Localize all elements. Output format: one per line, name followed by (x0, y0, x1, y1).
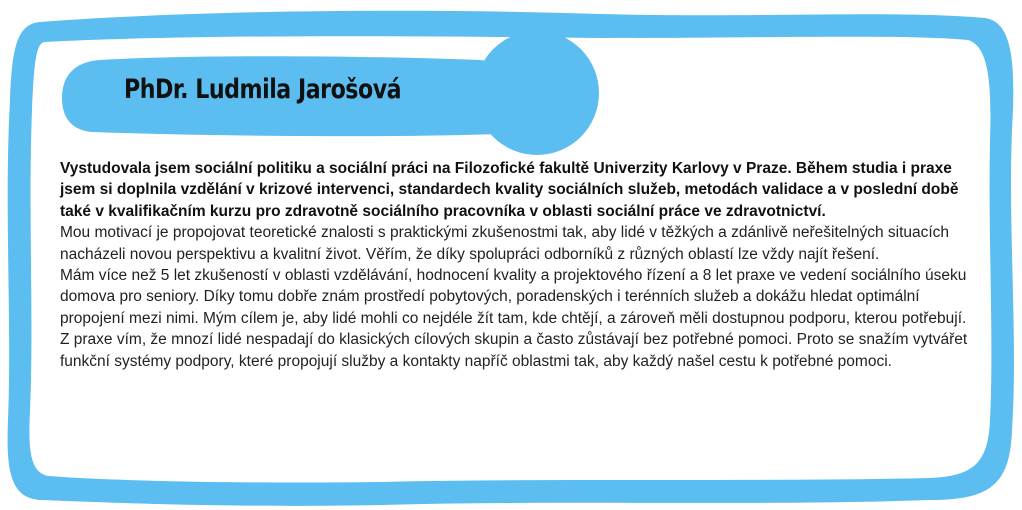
bio-paragraph-motivation: Mou motivací je propojovat teoretické znalosti s praktickými zkušenostmi tak, aby lidé v těžkých a zdánlivě neřešitelných situacích nacházeli novou perspektivu a kvalitní život. Věřím, že díky spolupráci odborníků z různých oblastí lze vždy najít řešení. (60, 224, 950, 263)
person-name: PhDr. Ludmila Jarošová (124, 74, 402, 105)
biography (60, 158, 980, 372)
tab-circle (475, 31, 599, 155)
bio-paragraph-experience: Mám více než 5 let zkušeností v oblasti vzdělávání, hodnocení kvality a projektového řízení a 8 let praxe ve vedení sociálního úseku domova pro seniory. Díky tomu dobře znám prostředí pobytových, poradenských i terénních služeb a dokážu hledat optimální propojení mezi nimi. Mým cílem je, aby lidé mohli co nejdéle žít tam, kde chtějí, a zároveň měli dostupnou podporu, kterou potřebují. (60, 267, 967, 327)
bio-paragraph-practice: Z praxe vím, že mnozí lidé nespadají do klasických cílových skupin a často zůstávají bez potřebné pomoci. Proto se snažím vytvářet funkční systémy podpory, které propojují služby a kontakty napříč oblastmi tak, aby každý našel cestu k potřebné pomoci. (60, 331, 968, 370)
bio-intro: Vystudovala jsem sociální politiku a sociální práci na Filozofické fakultě Univerzity Karlovy v Praze. Během studia i praxe jsem si doplnila vzdělání v krizové intervenci, standardech kvality sociálních služeb, metodách validace a v poslední době také v kvalifikačním kurzu pro zdravotně sociálního pracovníka v oblasti sociální práce ve zdravotnictví. (60, 160, 959, 220)
